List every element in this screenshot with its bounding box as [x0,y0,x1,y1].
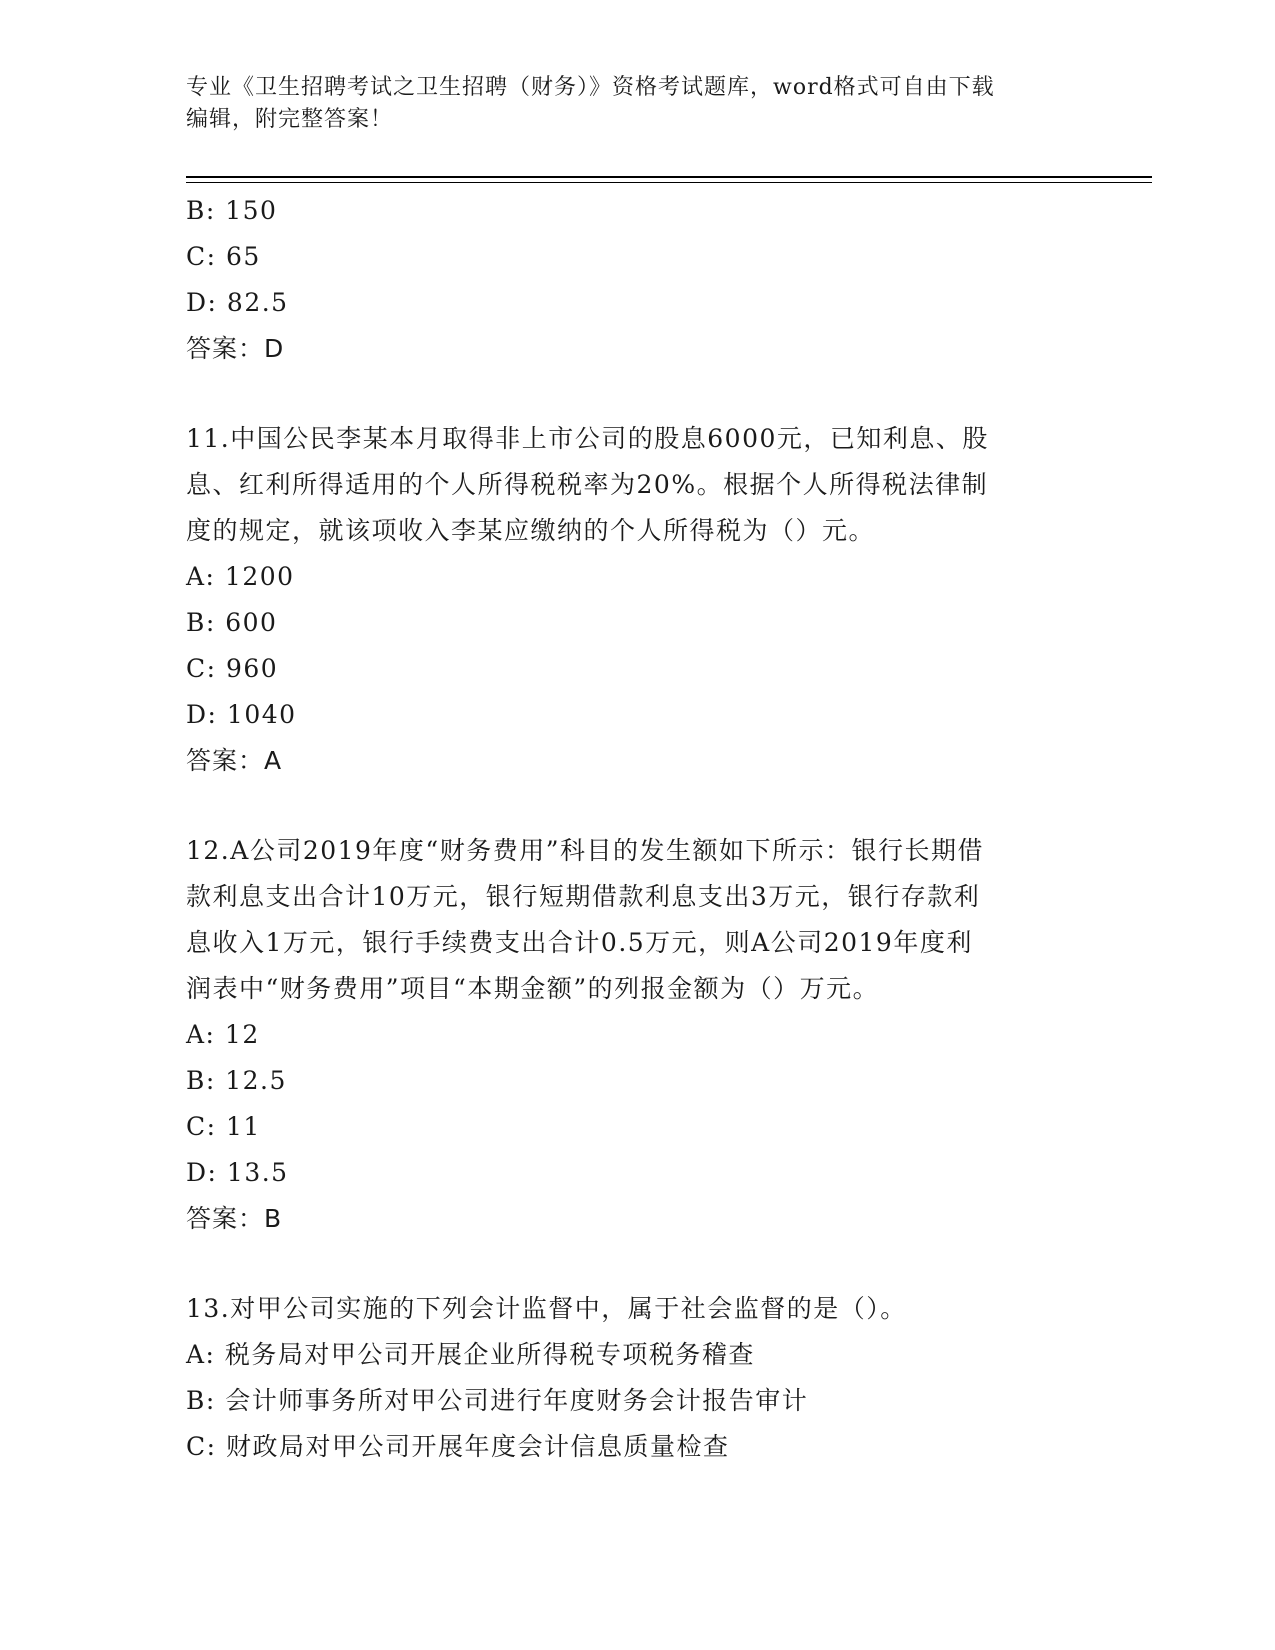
header-title-line-1: 专业《卫生招聘考试之卫生招聘（财务）》资格考试题库，word格式可自由下载 [186,75,995,100]
question-text [186,1286,1086,1332]
option-c: C: 65 [186,242,261,271]
question-text-line: 润表中“财务费用”项目“本期金额”的列报金额为（）万元。 [186,974,880,1003]
option-b: B: 12.5 [186,1066,287,1095]
option-a: A: 1200 [186,562,295,591]
option-a: A: 税务局对甲公司开展企业所得税专项税务稽查 [186,1340,755,1369]
question-text [186,828,1086,1012]
question-text-line: 11.中国公民李某本月取得非上市公司的股息6000元，已知利息、股 [186,424,989,453]
option-b: B: 会计师事务所对甲公司进行年度财务会计报告审计 [186,1386,809,1415]
question-13 [186,1286,1086,1470]
option-a: A: 12 [186,1020,260,1049]
question-10-tail [186,188,1086,372]
option-d: D: 82.5 [186,288,289,317]
option-b: B: 600 [186,608,278,637]
question-text-line: 息、红利所得适用的个人所得税税率为20%。根据个人所得税法律制 [186,470,989,499]
answer-label: 答案：A [186,746,283,775]
question-text [186,416,1086,554]
header-rule-thin [186,182,1152,183]
option-c: C: 11 [186,1112,261,1141]
option-b: B: 150 [186,196,278,225]
answer-label: 答案：B [186,1204,283,1233]
option-d: D: 13.5 [186,1158,289,1187]
question-text-line: 度的规定，就该项收入李某应缴纳的个人所得税为（）元。 [186,516,876,545]
header-title-line-2: 编辑，附完整答案！ [186,107,394,132]
option-d: D: 1040 [186,700,297,729]
question-text-line: 息收入1万元，银行手续费支出合计0.5万元，则A公司2019年度利 [186,928,973,957]
header-rule-thick [186,176,1152,178]
document-header [186,72,1066,136]
question-12 [186,828,1086,1242]
question-text-line: 款利息支出合计10万元，银行短期借款利息支出3万元，银行存款利 [186,882,981,911]
option-c: C: 财政局对甲公司开展年度会计信息质量检查 [186,1432,730,1461]
question-11 [186,416,1086,784]
question-content [186,188,1086,1470]
question-text-line: 12.A公司2019年度“财务费用”科目的发生额如下所示：银行长期借 [186,836,984,865]
question-text-line: 13.对甲公司实施的下列会计监督中，属于社会监督的是（）。 [186,1294,907,1323]
answer-label: 答案：D [186,334,285,363]
option-c: C: 960 [186,654,279,683]
